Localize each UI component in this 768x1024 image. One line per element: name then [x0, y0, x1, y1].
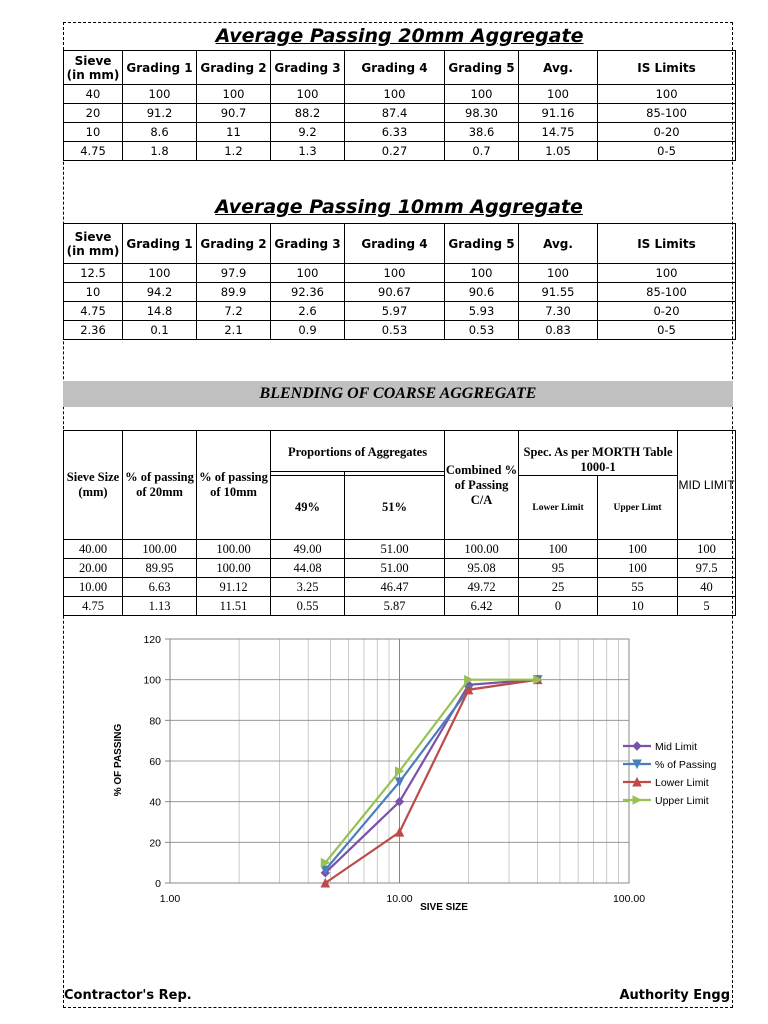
chart-axes	[143, 634, 645, 905]
table-cell: 89.95	[123, 559, 197, 578]
table-cell: 87.4	[345, 104, 445, 123]
table-cell: 0.53	[445, 321, 519, 340]
table-cell: 0.27	[345, 142, 445, 161]
table-cell: 51.00	[345, 559, 445, 578]
table-cell: 0.53	[345, 321, 445, 340]
table-cell: 20.00	[64, 559, 123, 578]
table-cell: 100	[598, 540, 678, 559]
table-cell: 85-100	[598, 104, 736, 123]
table-cell: 100.00	[445, 540, 519, 559]
table-cell: 9.2	[271, 123, 345, 142]
table-cell: 10	[64, 283, 123, 302]
x-tick-label: 1.00	[159, 893, 181, 905]
table-cell: 90.6	[445, 283, 519, 302]
table-row	[64, 540, 736, 559]
y-axis-label: % OF PASSING	[113, 723, 124, 797]
chart-grid	[170, 639, 629, 883]
header-cell: Avg.	[519, 224, 598, 264]
table-cell: 1.13	[123, 597, 197, 616]
table-cell: 97.5	[678, 559, 736, 578]
table-cell: 10	[64, 123, 123, 142]
table-cell: 0-5	[598, 321, 736, 340]
table-row	[64, 123, 736, 142]
grading-20mm-header-row	[64, 51, 736, 85]
table-cell: 2.6	[271, 302, 345, 321]
header-cell: Grading 3	[271, 224, 345, 264]
grading-20mm-title: Average Passing 20mm Aggregate	[64, 22, 736, 51]
table-cell: 20	[64, 104, 123, 123]
table-cell: 46.47	[345, 578, 445, 597]
table-cell: 100.00	[123, 540, 197, 559]
table-cell: 100	[519, 540, 598, 559]
table-cell: 100.00	[197, 559, 271, 578]
blending-title: BLENDING OF COARSE AGGREGATE	[63, 381, 733, 407]
y-tick-label: 60	[149, 756, 161, 768]
table-cell: 100	[345, 85, 445, 104]
header-cell: Grading 4	[345, 51, 445, 85]
table-cell: 6.33	[345, 123, 445, 142]
header-cell: Sieve (in mm)	[64, 51, 123, 85]
header-cell: Grading 2	[197, 51, 271, 85]
table-cell: 95	[519, 559, 598, 578]
table-cell: 91.55	[519, 283, 598, 302]
table-cell: 0.9	[271, 321, 345, 340]
x-tick-label: 100.00	[612, 893, 646, 905]
table-row	[64, 321, 736, 340]
blending-table	[63, 430, 736, 616]
chart-legend	[623, 741, 716, 807]
header-pass-10mm: % of passing of 10mm	[197, 431, 271, 540]
y-tick-label: 120	[143, 634, 161, 646]
series-line	[325, 680, 537, 863]
header-cell: Grading 1	[123, 51, 197, 85]
table-cell: 3.25	[271, 578, 345, 597]
header-cell: Grading 5	[445, 51, 519, 85]
table-row	[64, 283, 736, 302]
header-proportion-10mm: 51%	[345, 476, 445, 540]
table-cell: 100	[678, 540, 736, 559]
table-row	[64, 578, 736, 597]
y-tick-label: 40	[149, 796, 161, 809]
table-cell: 5.87	[345, 597, 445, 616]
authority-engg-label: Authority Engg	[619, 988, 730, 1003]
data-point	[633, 796, 641, 804]
header-cell: IS Limits	[598, 51, 736, 85]
table-cell: 1.3	[271, 142, 345, 161]
table-cell: 100	[519, 85, 598, 104]
table-cell: 1.8	[123, 142, 197, 161]
header-combined: Combined % of Passing C/A	[445, 431, 519, 540]
table-cell: 0-5	[598, 142, 736, 161]
x-axis-label: SIVE SIZE	[420, 902, 468, 913]
table-cell: 0	[519, 597, 598, 616]
table-cell: 100	[271, 85, 345, 104]
table-cell: 97.9	[197, 264, 271, 283]
table-cell: 4.75	[64, 597, 123, 616]
table-cell: 55	[598, 578, 678, 597]
table-cell: 90.67	[345, 283, 445, 302]
data-point	[396, 828, 404, 836]
header-mid-limit: MID LIMIT	[678, 431, 736, 540]
table-cell: 94.2	[123, 283, 197, 302]
table-cell: 7.30	[519, 302, 598, 321]
table-cell: 11.51	[197, 597, 271, 616]
table-cell: 0-20	[598, 123, 736, 142]
table-cell: 0.55	[271, 597, 345, 616]
table-cell: 100.00	[197, 540, 271, 559]
table-cell: 10	[598, 597, 678, 616]
table-cell: 11	[197, 123, 271, 142]
header-proportion-20mm: 49%	[271, 476, 345, 540]
table-cell: 100	[445, 264, 519, 283]
table-cell: 100	[345, 264, 445, 283]
table-cell: 88.2	[271, 104, 345, 123]
header-cell: Grading 4	[345, 224, 445, 264]
y-tick-label: 20	[149, 837, 161, 850]
header-cell: Sieve (in mm)	[64, 224, 123, 264]
grading-10mm-header-row	[64, 224, 736, 264]
chart-series	[321, 676, 541, 887]
table-cell: 1.05	[519, 142, 598, 161]
header-cell: IS Limits	[598, 224, 736, 264]
header-pass-20mm: % of passing of 20mm	[123, 431, 197, 540]
table-cell: 91.12	[197, 578, 271, 597]
header-proportions: Proportions of Aggregates	[271, 431, 445, 472]
legend-label: Upper Limit	[655, 795, 709, 807]
table-cell: 12.5	[64, 264, 123, 283]
table-cell: 6.42	[445, 597, 519, 616]
table-cell: 0.83	[519, 321, 598, 340]
table-cell: 4.75	[64, 302, 123, 321]
header-cell: Grading 5	[445, 224, 519, 264]
table-cell: 40	[64, 85, 123, 104]
table-cell: 38.6	[445, 123, 519, 142]
header-cell: Avg.	[519, 51, 598, 85]
table-cell: 8.6	[123, 123, 197, 142]
table-cell: 2.1	[197, 321, 271, 340]
table-cell: 7.2	[197, 302, 271, 321]
table-cell: 100	[271, 264, 345, 283]
table-row	[64, 85, 736, 104]
header-lower-limit: Lower Limit	[519, 476, 598, 540]
contractor-rep-label: Contractor's Rep.	[64, 988, 192, 1003]
table-cell: 100	[445, 85, 519, 104]
header-spec: Spec. As per MORTH Table 1000-1	[519, 431, 678, 476]
table-cell: 4.75	[64, 142, 123, 161]
grading-10mm-table	[63, 223, 736, 340]
table-cell: 92.36	[271, 283, 345, 302]
table-cell: 5	[678, 597, 736, 616]
y-tick-label: 0	[155, 878, 161, 890]
table-cell: 91.16	[519, 104, 598, 123]
header-upper-limit: Upper Limt	[598, 476, 678, 540]
table-row	[64, 597, 736, 616]
table-cell: 85-100	[598, 283, 736, 302]
header-cell: Grading 1	[123, 224, 197, 264]
grading-20mm-table	[63, 22, 736, 161]
grading-10mm-title: Average Passing 10mm Aggregate	[215, 196, 583, 218]
table-cell: 100	[519, 264, 598, 283]
table-cell: 40	[678, 578, 736, 597]
series-line	[325, 680, 537, 883]
table-cell: 14.8	[123, 302, 197, 321]
table-cell: 49.00	[271, 540, 345, 559]
table-row	[64, 104, 736, 123]
table-row	[64, 559, 736, 578]
header-sieve-size: Sieve Size (mm)	[64, 431, 123, 540]
table-cell: 14.75	[519, 123, 598, 142]
header-cell: Grading 2	[197, 224, 271, 264]
table-cell: 100	[123, 85, 197, 104]
table-cell: 100	[123, 264, 197, 283]
table-cell: 49.72	[445, 578, 519, 597]
table-cell: 91.2	[123, 104, 197, 123]
table-cell: 6.63	[123, 578, 197, 597]
table-cell: 10.00	[64, 578, 123, 597]
table-cell: 95.08	[445, 559, 519, 578]
table-cell: 2.36	[64, 321, 123, 340]
table-cell: 0.7	[445, 142, 519, 161]
gradation-chart	[63, 618, 733, 988]
series-line	[325, 680, 537, 873]
table-cell: 51.00	[345, 540, 445, 559]
table-cell: 100	[197, 85, 271, 104]
legend-label: Lower Limit	[655, 777, 709, 789]
table-row	[64, 142, 736, 161]
table-cell: 98.30	[445, 104, 519, 123]
header-cell: Grading 3	[271, 51, 345, 85]
table-cell: 5.97	[345, 302, 445, 321]
table-row	[64, 264, 736, 283]
table-cell: 0.1	[123, 321, 197, 340]
x-tick-label: 10.00	[386, 893, 413, 905]
table-cell: 40.00	[64, 540, 123, 559]
table-cell: 0-20	[598, 302, 736, 321]
table-cell: 5.93	[445, 302, 519, 321]
y-tick-label: 100	[143, 674, 161, 687]
table-cell: 100	[598, 85, 736, 104]
legend-label: Mid Limit	[655, 741, 698, 753]
table-cell: 44.08	[271, 559, 345, 578]
table-cell: 100	[598, 264, 736, 283]
table-cell: 90.7	[197, 104, 271, 123]
table-cell: 89.9	[197, 283, 271, 302]
y-tick-label: 80	[149, 715, 161, 728]
table-row	[64, 302, 736, 321]
legend-label: % of Passing	[655, 759, 717, 771]
table-cell: 100	[598, 559, 678, 578]
data-point	[633, 742, 641, 750]
table-cell: 25	[519, 578, 598, 597]
table-cell: 1.2	[197, 142, 271, 161]
